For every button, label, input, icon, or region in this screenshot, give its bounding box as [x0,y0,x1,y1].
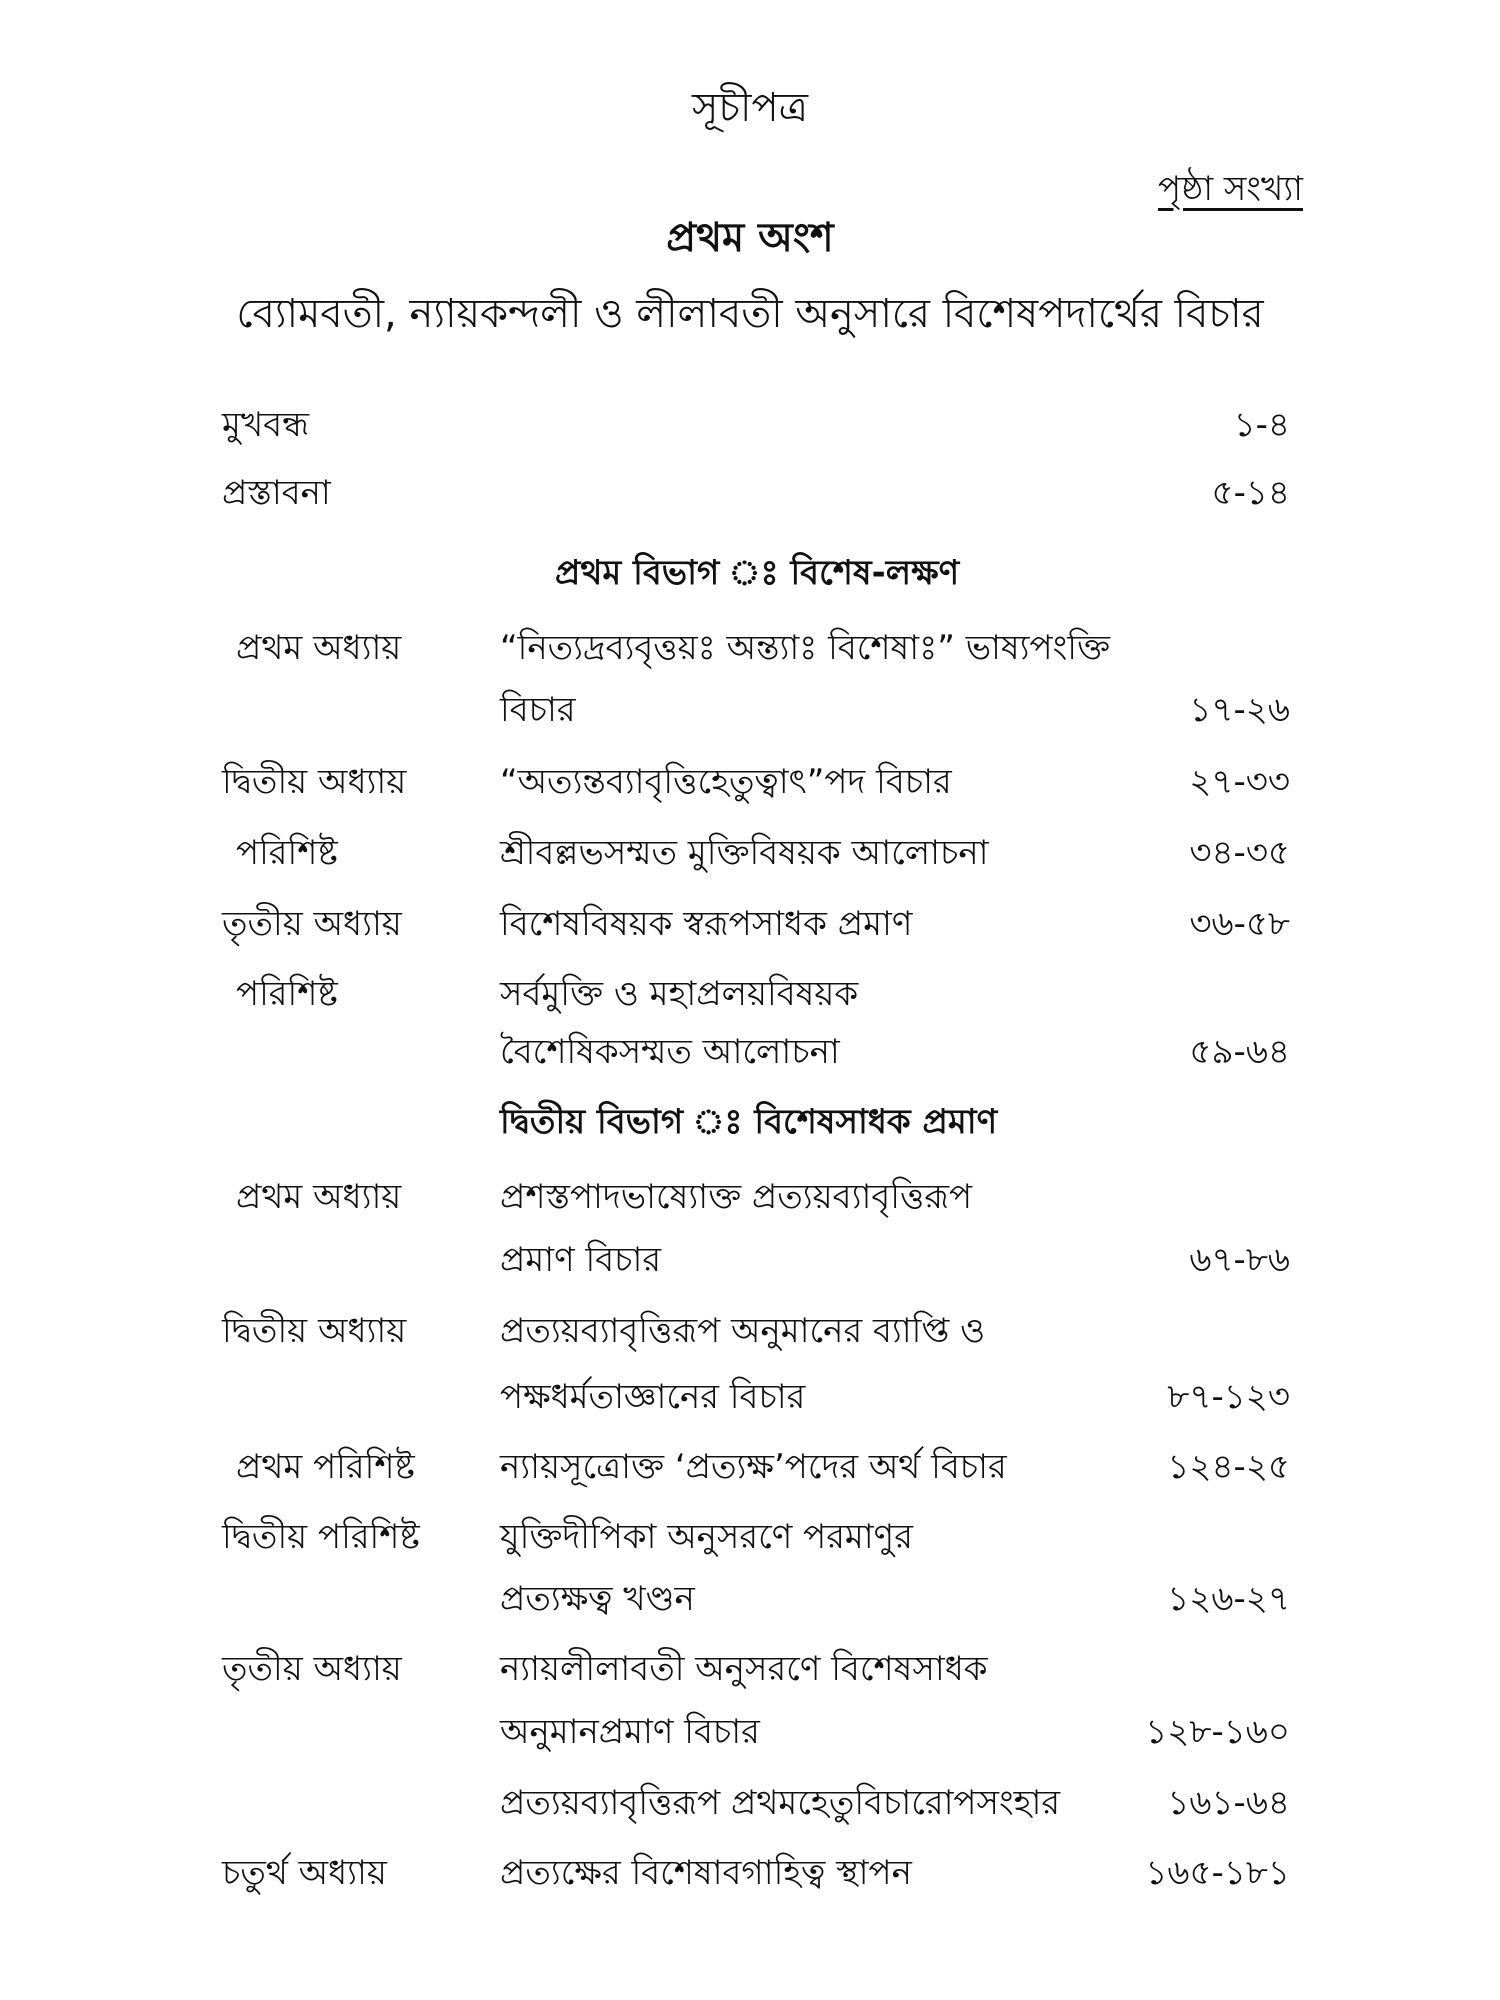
toc-entry-text: বৈশেষিকসম্মত আলোচনা [500,1032,840,1072]
toc-entry-label: প্রথম পরিশিষ্ট [236,1447,415,1487]
toc-entry-label: প্রথম অধ্যায় [236,1177,402,1217]
toc-entry-text: “অত্যন্তব্যাবৃত্তিহেতুত্বাৎ”পদ বিচার [500,762,952,802]
toc-entry-text: ন্যায়লীলাবতী অনুসরণে বিশেষসাধক [500,1649,988,1689]
toc-entry-text: ন্যায়সূত্রোক্ত ‘প্রত্যক্ষ’পদের অর্থ বিচার [500,1447,1007,1487]
toc-entry-text: বিশেষবিষয়ক স্বরূপসাধক প্রমাণ [500,904,913,944]
toc-entry-label: পরিশিষ্ট [236,974,338,1014]
toc-entry-pages: ১৬৫-১৮১ [1145,1853,1290,1893]
section-title: দ্বিতীয় বিভাগ ঃ বিশেষসাধক প্রমাণ [500,1102,998,1142]
toc-entry-pages: ১৬১-৬৪ [1167,1783,1290,1823]
section-title: প্রথম বিভাগ ঃ বিশেষ-লক্ষণ [555,553,960,593]
front-matter-label: মুখবন্ধ [222,405,310,445]
toc-entry-label: তৃতীয় অধ্যায় [222,904,402,944]
toc-entry-text: যুক্তিদীপিকা অনুসরণে পরমাণুর [500,1517,913,1557]
toc-entry-text: পক্ষধর্মতাজ্ঞানের বিচার [500,1377,806,1417]
toc-entry-text: প্রত্যয়ব্যাবৃত্তিরূপ প্রথমহেতুবিচারোপসংহার [500,1783,1061,1823]
toc-entry-pages: ১২৪-২৫ [1167,1447,1290,1487]
toc-entry-text: প্রশস্তপাদভাষ্যোক্ত প্রত্যয়ব্যাবৃত্তিরূপ [500,1177,973,1217]
toc-entry-pages: ১২৮-১৬০ [1145,1712,1290,1752]
toc-entry-pages: ৩৪-৩৫ [1189,833,1290,873]
toc-entry-pages: ৫৯-৬৪ [1189,1032,1290,1072]
toc-entry-text: প্রত্যক্ষত্ব খণ্ডন [500,1579,695,1619]
toc-entry-label: পরিশিষ্ট [236,833,338,873]
part-subtitle: ব্যোমবতী, ন্যায়কন্দলী ও লীলাবতী অনুসারে বিশেষপদার্থের বিচার [236,291,1264,337]
toc-entry-text: প্রমাণ বিচার [500,1240,662,1280]
front-matter-pages: ৫-১৪ [1211,473,1290,513]
toc-entry-pages: ২৭-৩৩ [1189,762,1290,802]
front-matter-pages: ১-৪ [1233,405,1290,445]
toc-entry-pages: ৮৭-১২৩ [1167,1377,1290,1417]
toc-entry-pages: ৩৬-৫৮ [1189,904,1290,944]
toc-entry-label: তৃতীয় অধ্যায় [222,1649,402,1689]
toc-entry-label: প্রথম অধ্যায় [236,628,402,668]
page-number-header: পৃষ্ঠা সংখ্যা [1158,169,1304,209]
toc-entry-text: শ্রীবল্লভসম্মত মুক্তিবিষয়ক আলোচনা [500,833,989,873]
toc-entry-text: সর্বমুক্তি ও মহাপ্রলয়বিষয়ক [500,974,859,1014]
part-title: প্রথম অংশ [666,215,834,261]
toc-entry-pages: ১৭-২৬ [1189,690,1290,730]
toc-entry-label: চতুর্থ অধ্যায় [222,1853,387,1893]
toc-entry-text: বিচার [500,690,576,730]
toc-entry-label: দ্বিতীয় অধ্যায় [222,1311,407,1351]
front-matter-label: প্রস্তাবনা [222,473,331,513]
toc-entry-text: “নিত্যদ্রব্যবৃত্তয়ঃ অন্ত্যাঃ বিশেষাঃ” ভাষ্যপংক্তি [500,628,1110,668]
toc-entry-pages: ১২৬-২৭ [1167,1579,1290,1619]
toc-entry-text: প্রত্যক্ষের বিশেষাবগাহিত্ব স্থাপন [500,1853,912,1893]
toc-entry-pages: ৬৭-৮৬ [1189,1240,1290,1280]
toc-entry-text: প্রত্যয়ব্যাবৃত্তিরূপ অনুমানের ব্যাপ্তি ও [500,1311,986,1351]
toc-entry-label: দ্বিতীয় পরিশিষ্ট [222,1517,420,1557]
toc-entry-label: দ্বিতীয় অধ্যায় [222,762,407,802]
toc-entry-text: অনুমানপ্রমাণ বিচার [500,1712,760,1752]
page-title: সূচীপত্র [692,85,808,131]
